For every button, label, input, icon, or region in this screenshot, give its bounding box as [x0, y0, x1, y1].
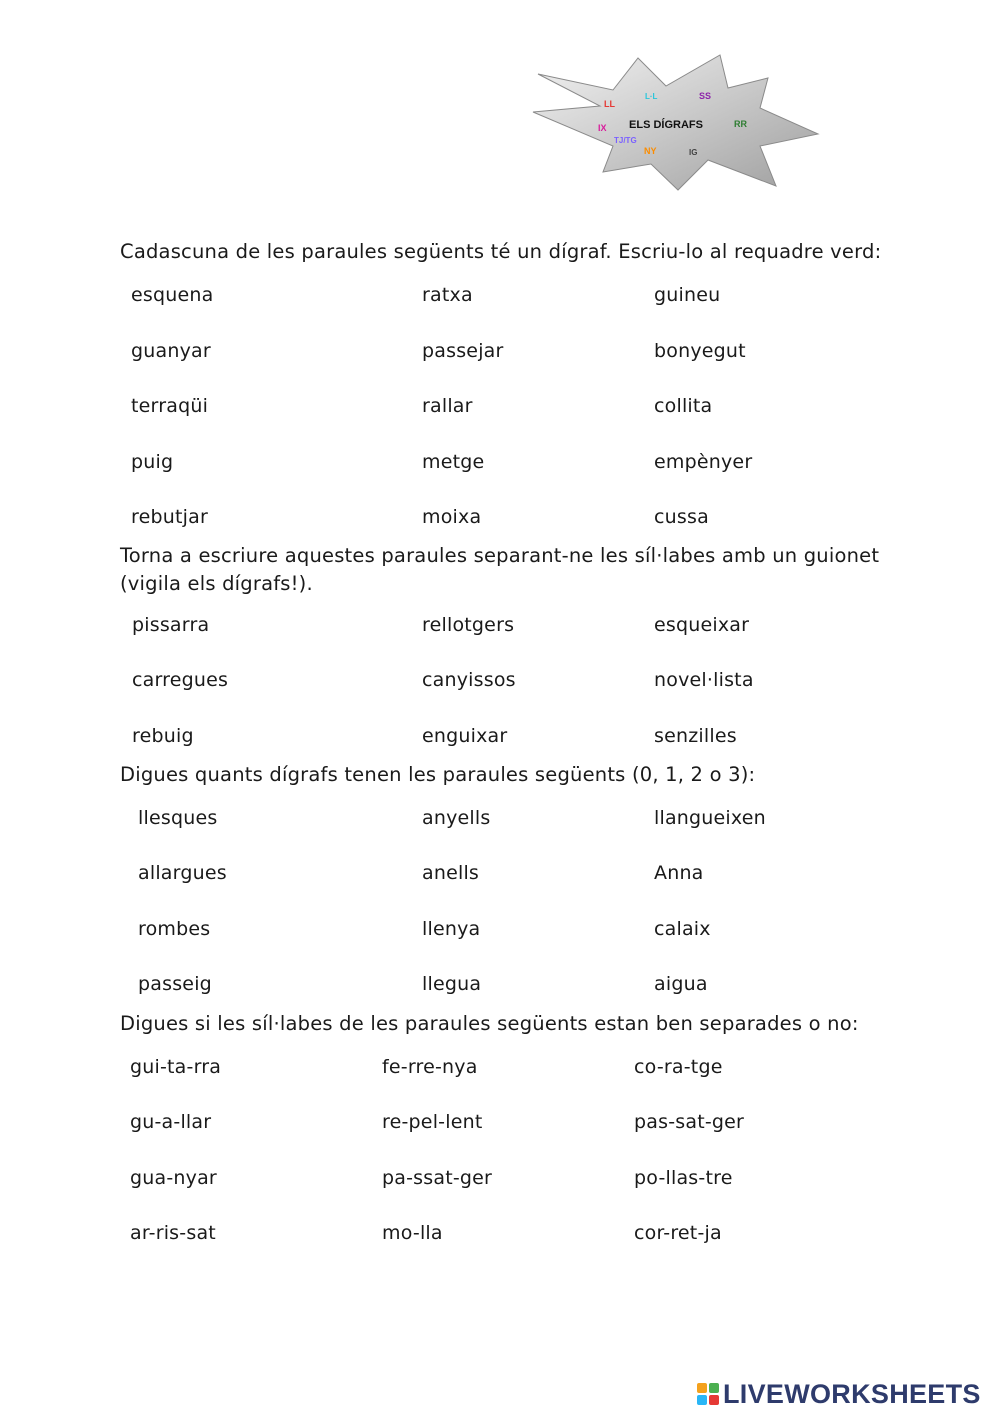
word-gua-nyar: gua-nyar: [130, 1167, 217, 1189]
instruction-check-syllables: Digues si les síl·labes de les paraules següents estan ben separades o no:: [120, 1012, 859, 1035]
digraph-tj-tg: TJ/TG: [614, 136, 637, 145]
digraph-ig: IG: [689, 148, 698, 157]
word-re-pel-lent: re-pel-lent: [382, 1111, 483, 1133]
word-ratxa: ratxa: [422, 284, 473, 306]
logo-cell-v: [697, 1395, 707, 1405]
word-esquena: esquena: [131, 284, 214, 306]
banner-title: ELS DÍGRAFS: [629, 119, 703, 131]
word-llangueixen: llangueixen: [654, 807, 766, 829]
digraph-ss: SS: [699, 91, 712, 101]
liveworksheets-brand: LIVEWORKSHEETS: [723, 1378, 981, 1409]
word-ar-ris-sat: ar-ris-sat: [130, 1222, 216, 1244]
logo-cell-l: [697, 1383, 707, 1393]
word-collita: collita: [654, 395, 713, 417]
word-mo-lla: mo-lla: [382, 1222, 443, 1244]
digraph-rr: RR: [734, 119, 747, 129]
word-rebutjar: rebutjar: [131, 506, 208, 528]
word-allargues: allargues: [138, 862, 227, 884]
digraph-ny: NY: [644, 146, 657, 156]
word-aigua: aigua: [654, 973, 708, 995]
digraph-ix: IX: [598, 123, 607, 133]
instruction-find-digraph: Cadascuna de les paraules següents té un dígraf. Escriu-lo al requadre verd:: [120, 240, 882, 263]
word-anells: anells: [422, 862, 480, 884]
word-cor-ret-ja: cor-ret-ja: [634, 1222, 722, 1244]
word-passeig: passeig: [138, 973, 212, 995]
word-terraqui: terraqüi: [131, 395, 209, 417]
word-po-llas-tre: po-llas-tre: [634, 1167, 733, 1189]
word-metge: metge: [422, 451, 485, 473]
word-anyells: anyells: [422, 807, 491, 829]
word-guanyar: guanyar: [131, 340, 211, 362]
word-anna: Anna: [654, 862, 704, 884]
word-rallar: rallar: [422, 395, 473, 417]
els-digrafs-banner: [528, 48, 828, 198]
word-pissarra: pissarra: [132, 614, 210, 636]
word-guineu: guineu: [654, 284, 721, 306]
word-cussa: cussa: [654, 506, 709, 528]
word-enguixar: enguixar: [422, 725, 508, 747]
word-fe-rre-nya: fe-rre-nya: [382, 1056, 478, 1078]
word-canyissos: canyissos: [422, 669, 516, 691]
word-calaix: calaix: [654, 918, 711, 940]
word-esqueixar: esqueixar: [654, 614, 750, 636]
word-gui-ta-rra: gui-ta-rra: [130, 1056, 222, 1078]
word-passejar: passejar: [422, 340, 504, 362]
word-empenyer: empènyer: [654, 451, 753, 473]
word-bonyegut: bonyegut: [654, 340, 746, 362]
word-llenya: llenya: [422, 918, 481, 940]
word-senzilles: senzilles: [654, 725, 737, 747]
logo-cell-i: [709, 1383, 719, 1393]
word-co-ra-tge: co-ra-tge: [634, 1056, 723, 1078]
word-gu-a-llar: gu-a-llar: [130, 1111, 212, 1133]
logo-cell-e: [709, 1395, 719, 1405]
liveworksheets-footer: [697, 1376, 981, 1412]
digraph-ll: LL: [604, 99, 615, 109]
word-rellotgers: rellotgers: [422, 614, 515, 636]
word-llesques: llesques: [138, 807, 218, 829]
word-pas-sat-ger: pas-sat-ger: [634, 1111, 745, 1133]
word-novel-lista: novel·lista: [654, 669, 754, 691]
word-llegua: llegua: [422, 973, 482, 995]
word-rebuig: rebuig: [132, 725, 194, 747]
liveworksheets-logo-icon: [697, 1383, 719, 1405]
instruction-count-digraphs: Digues quants dígrafs tenen les paraules següents (0, 1, 2 o 3):: [120, 763, 756, 786]
instruction-separate-syllables: Torna a escriure aquestes paraules separant-ne les síl·labes amb un guionet (vigila els dígrafs!).: [120, 544, 880, 595]
digraph-ela-geminada: L·L: [645, 92, 658, 101]
word-pa-ssat-ger: pa-ssat-ger: [382, 1167, 493, 1189]
word-rombes: rombes: [138, 918, 211, 940]
word-puig: puig: [131, 451, 174, 473]
word-moixa: moixa: [422, 506, 482, 528]
word-carregues: carregues: [132, 669, 229, 691]
